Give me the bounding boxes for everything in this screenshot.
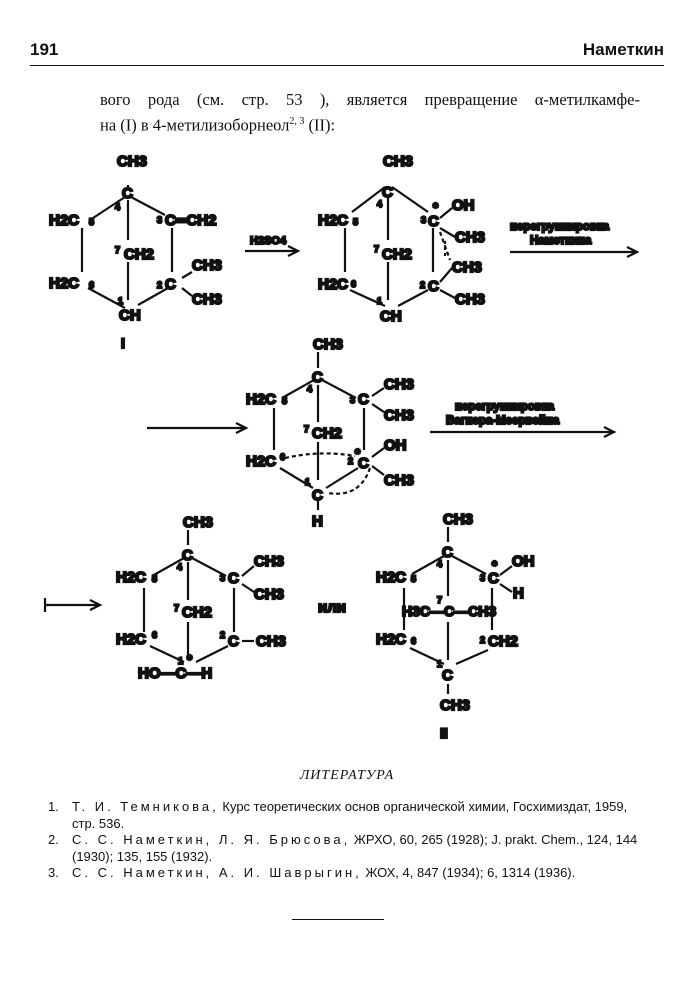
intermediate-A-ch3-top: CH3	[383, 153, 414, 170]
reference-author: С. С. Наметкин, Л. Я. Брюсова,	[72, 832, 351, 847]
compound-I-h2c6: H2C	[49, 275, 80, 292]
intermediate-B-locant-3: 3	[350, 395, 356, 405]
product-left-h2c6: H2C	[116, 631, 147, 648]
intermediate-B-locant-1: 1	[305, 477, 311, 487]
intermediate-B-ch3-top: CH3	[313, 336, 344, 353]
compound-II-gem-dimethyl: H3C—C—CH3	[402, 603, 497, 619]
intermediate-A-locant-4: 4	[377, 199, 383, 209]
intermediate-B-ch3-a: CH3	[384, 376, 415, 393]
reference-number: 1.	[48, 799, 59, 814]
intermediate-B-ch2-bridge: CH2	[312, 425, 343, 442]
compound-II-ch3-bottom: CH3	[440, 697, 471, 714]
compound-I-ch2-bridge: CH2	[124, 246, 155, 263]
reference-text: ЖРХО, 60, 265 (1928); J. prakt. Chem., 124, 144 (1930); 135, 155 (1932).	[72, 832, 638, 864]
compound-I-locant-2: 2	[157, 280, 163, 290]
compound-II-star: *	[492, 558, 498, 573]
intermediate-A-h2c6: H2C	[318, 276, 349, 293]
compound-I-h2c5: H2C	[49, 212, 80, 229]
compound-II-c1: C	[442, 667, 453, 684]
intro-line-2-end: (II):	[304, 115, 336, 135]
compound-I-locant-4: 4	[115, 202, 121, 212]
compound-I-c4: C	[122, 185, 133, 202]
intermediate-B-h2c6: H2C	[246, 453, 277, 470]
intermediate-A-h2c5: H2C	[318, 212, 349, 229]
intermediate-A-ch3-b: CH3	[452, 259, 483, 276]
intermediate-B-ch3-b: CH3	[384, 407, 415, 424]
intermediate-B-locant-6: 6	[280, 452, 286, 462]
product-left-locant-3: 3	[220, 573, 226, 583]
compound-II-h: H	[513, 585, 524, 602]
intermediate-A-ch2-bridge: CH2	[382, 246, 413, 263]
intermediate-A-locant-5: 5	[353, 217, 359, 227]
intermediate-B-h2c5: H2C	[246, 391, 277, 408]
compound-II-c3: C	[488, 570, 499, 587]
intermediate-A-locant-6: 6	[351, 279, 357, 289]
intermediate-B-oh: OH	[384, 437, 407, 454]
intermediate-B-h: H	[312, 513, 323, 530]
intermediate-B-c2: C	[358, 455, 369, 472]
product-left-locant-4: 4	[177, 562, 183, 572]
product-left-locant-6: 6	[152, 630, 158, 640]
product-left-ch3-c: CH3	[256, 633, 287, 650]
reference-item	[48, 832, 644, 865]
reference-text: Курс теоретических основ органической химии, Госхимиздат, 1959, стр. 536.	[72, 799, 628, 831]
compound-II-locant-1: 1	[437, 659, 443, 669]
product-left-h2c5: H2C	[116, 569, 147, 586]
intermediate-B-star: *	[355, 446, 361, 461]
reagent-label: H2SO4	[250, 235, 287, 247]
reference-author: С. С. Наметкин, А. И. Шаврыгин,	[72, 865, 362, 880]
page-number: 191	[30, 40, 59, 59]
compound-II-h2c5: H2C	[376, 569, 407, 586]
product-left-locant-5: 5	[152, 574, 158, 584]
compound-II-ch2: CH2	[488, 633, 519, 650]
compound-II-ch3-top: CH3	[443, 511, 474, 528]
reference-item	[48, 865, 644, 882]
wagner-label-1: перегруппировка	[455, 401, 555, 413]
reference-number: 2.	[48, 832, 59, 847]
intermediate-A-c3: C	[428, 213, 439, 230]
intermediate-B-locant-4: 4	[307, 384, 313, 394]
intro-footnote-ref: 2, 3	[289, 116, 305, 127]
intermediate-A-locant-3: 3	[421, 215, 427, 225]
compound-I-ch: CH	[119, 307, 141, 324]
nametkin-label-1: перегруппировка	[510, 221, 610, 233]
intermediate-B-c1: C	[312, 487, 323, 504]
compound-II-label: II	[440, 725, 448, 741]
intermediate-A-ch3-migrating: CH3	[455, 229, 486, 246]
product-left-star: *	[187, 652, 193, 667]
compound-II-locant-4: 4	[437, 559, 443, 569]
intermediate-A-locant-7: 7	[374, 244, 380, 254]
intermediate-B-locant-5: 5	[282, 396, 288, 406]
compound-I-ch3-a: CH3	[192, 257, 223, 274]
intermediate-A-c2: C	[428, 278, 439, 295]
product-left-locant-7: 7	[174, 603, 180, 613]
product-left-locant-1: 1	[178, 656, 184, 666]
product-left-locant-2: 2	[220, 630, 226, 640]
compound-II-locant-2: 2	[480, 635, 486, 645]
compound-I-c2: C	[165, 276, 176, 293]
intermediate-B-ch3-c: CH3	[384, 472, 415, 489]
product-left-ch2-bridge: CH2	[182, 604, 213, 621]
intermediate-A-locant-2: 2	[420, 280, 426, 290]
compound-II-locant-3: 3	[480, 573, 486, 583]
intermediate-B-c4: C	[312, 369, 323, 386]
intermediate-A-c4: C	[382, 184, 393, 201]
intermediate-B-locant-7: 7	[304, 424, 310, 434]
compound-II-locant-7: 7	[437, 595, 443, 605]
compound-I-ch3-b: CH3	[192, 291, 223, 308]
references-list	[48, 799, 644, 882]
compound-I-locant-1: 1	[118, 296, 124, 306]
end-rule	[292, 919, 384, 920]
compound-I-locant-7: 7	[115, 245, 121, 255]
product-left-ho-c-h: HO—C—H	[138, 665, 213, 682]
compound-II-locant-6: 6	[411, 636, 417, 646]
intermediate-B-locant-2: 2	[348, 456, 354, 466]
references-title: ЛИТЕРАТУРА	[299, 768, 395, 783]
product-left-ch3-top: CH3	[183, 514, 214, 531]
or-word: или	[318, 599, 346, 616]
intermediate-A-oh: OH	[452, 197, 475, 214]
nametkin-label-2: Наметкина	[530, 235, 592, 247]
intermediate-A-star: *	[433, 200, 439, 215]
compound-II-oh: OH	[512, 553, 535, 570]
compound-II-locant-5: 5	[411, 574, 417, 584]
intermediate-A-ch3-c: CH3	[455, 291, 486, 308]
compound-I-ch3-top: CH3	[117, 153, 148, 170]
intermediate-A-ch: CH	[380, 308, 402, 325]
compound-I-label: I	[121, 335, 125, 351]
intro-line-2-text: на (I) в 4-метилизоборнеол	[100, 115, 290, 135]
product-left-c2: C	[228, 633, 239, 650]
product-left-ch3-b: CH3	[254, 586, 285, 603]
product-left-ch3-a: CH3	[254, 553, 285, 570]
intermediate-B-c3: C	[358, 391, 369, 408]
compound-I-locant-5: 5	[89, 217, 95, 227]
intro-line-1: вого рода (см. стр. 53 ), является превращение α-метилкамфе-	[100, 90, 640, 109]
compound-I-methylene: C═CH2	[165, 212, 217, 229]
product-left-c4: C	[182, 547, 193, 564]
wagner-label-2: Вагнера-Меервейна	[446, 415, 560, 427]
reference-author: Т. И. Темникова,	[72, 799, 219, 814]
compound-II-c4: C	[442, 544, 453, 561]
compound-II-h2c6: H2C	[376, 631, 407, 648]
product-left-c3: C	[228, 570, 239, 587]
compound-I-locant-3: 3	[157, 215, 163, 225]
reference-number: 3.	[48, 865, 59, 880]
running-head: Наметкин	[582, 40, 664, 59]
reference-text: ЖОХ, 4, 847 (1934); 6, 1314 (1936).	[361, 865, 576, 880]
reference-item	[48, 799, 644, 832]
intermediate-A-locant-1: 1	[377, 296, 383, 306]
compound-I-locant-6: 6	[89, 280, 95, 290]
